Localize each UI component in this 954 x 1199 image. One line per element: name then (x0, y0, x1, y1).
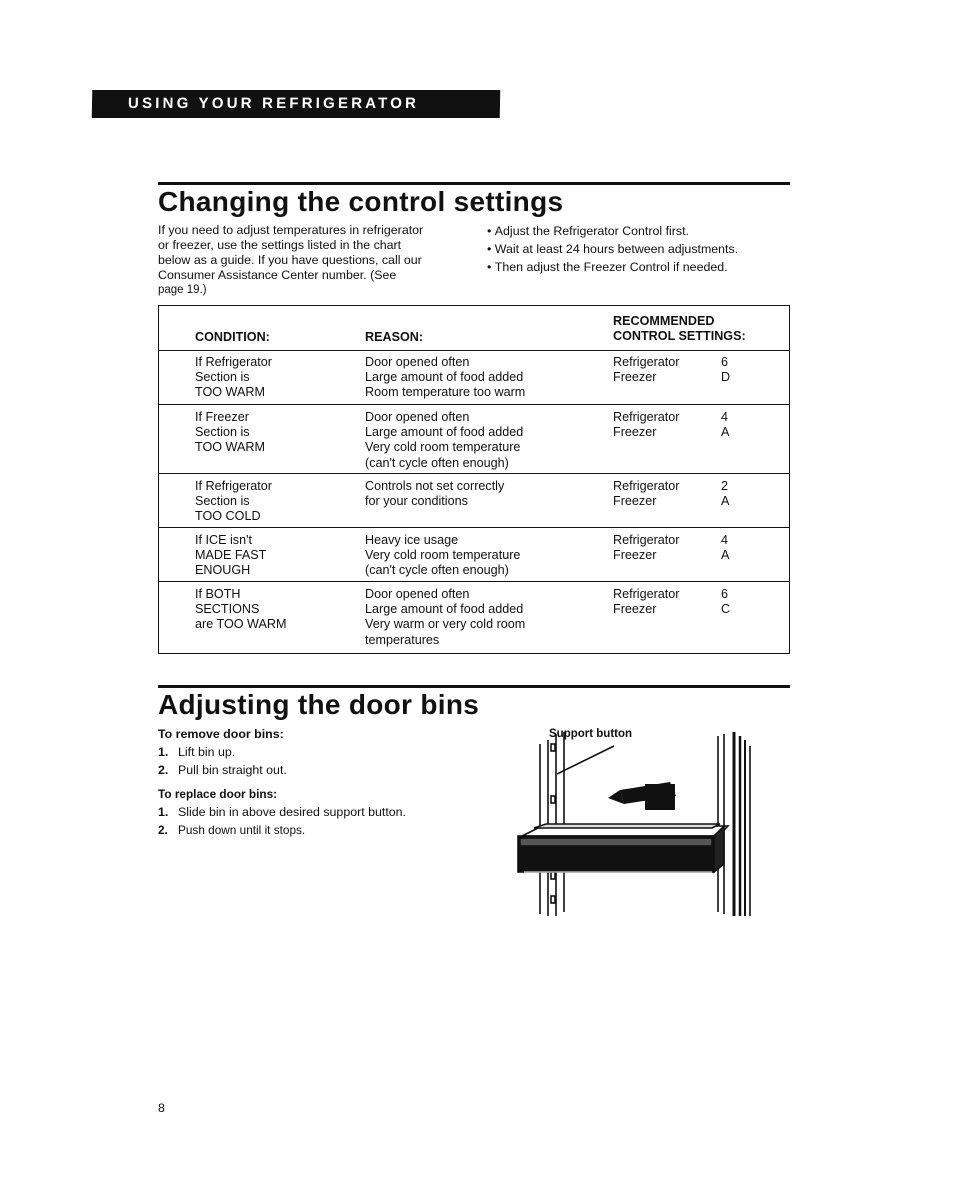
table-row (159, 474, 789, 528)
reason-line: Heavy ice usage (365, 533, 459, 547)
settings-label-cell (613, 587, 713, 617)
reason-cell (365, 355, 605, 401)
table-row (159, 528, 789, 582)
condition-line: If Freezer (195, 410, 249, 424)
refrigerator-value: 6 (721, 587, 729, 601)
reason-line: Large amount of food added (365, 425, 524, 440)
reason-cell (365, 533, 605, 579)
intro-line: If you need to adjust temperatures in refrigerator (158, 223, 424, 237)
refrigerator-value: 4 (721, 410, 729, 424)
reason-line: (can't cycle often enough) (365, 563, 509, 578)
banner-text: USING YOUR REFRIGERATOR (127, 95, 420, 112)
condition-line: If BOTH (195, 587, 241, 601)
section-rule-top (158, 182, 790, 185)
settings-value-cell (721, 355, 741, 385)
reason-line: Door opened often (365, 355, 470, 369)
settings-value-cell (721, 533, 741, 563)
condition-line: TOO WARM (195, 385, 265, 400)
table-header (159, 306, 789, 351)
condition-line: ENOUGH (195, 563, 251, 578)
reason-line: (can't cycle often enough) (365, 455, 509, 470)
table-row (159, 405, 789, 474)
reason-cell (365, 410, 605, 471)
freezer-label: Freezer (613, 425, 657, 440)
header-condition: CONDITION: (195, 330, 270, 344)
reason-line: Very warm or very cold room (365, 617, 526, 632)
condition-line: If Refrigerator (195, 355, 272, 369)
intro-line: below as a guide. If you have questions, call our (158, 253, 422, 267)
refrigerator-value: 4 (721, 533, 729, 547)
reason-line: Very cold room temperature (365, 440, 521, 455)
freezer-label: Freezer (613, 548, 657, 563)
reason-line: Room temperature too warm (365, 385, 526, 400)
condition-cell (195, 479, 355, 525)
header-settings-line2: CONTROL SETTINGS: (613, 329, 746, 343)
remove-bins-heading: To remove door bins: (158, 727, 284, 741)
refrigerator-value: 6 (721, 355, 729, 369)
condition-cell (195, 533, 355, 579)
freezer-label: Freezer (613, 602, 657, 617)
step-number: 2. (158, 763, 169, 777)
remove-steps (158, 743, 287, 779)
step-number: 1. (158, 745, 169, 759)
settings-label-cell (613, 410, 713, 440)
reason-line: Door opened often (365, 587, 470, 601)
replace-bins-heading: To replace door bins: (158, 787, 278, 801)
freezer-value: D (721, 370, 731, 385)
reason-line: for your conditions (365, 494, 468, 509)
settings-label-cell (613, 533, 713, 563)
freezer-label: Freezer (613, 370, 657, 385)
step-text: Push down until it stops. (178, 823, 306, 837)
list-item (158, 803, 406, 821)
reason-line: Controls not set correctly (365, 479, 505, 493)
freezer-value: C (721, 602, 731, 617)
section-rule-bins (158, 685, 790, 688)
bullet-item: • Adjust the Refrigerator Control first. (487, 222, 787, 240)
intro-line: or freezer, use the settings listed in the chart (158, 238, 402, 252)
condition-line: If ICE isn't (195, 533, 252, 547)
support-button-label: Support button (549, 728, 633, 740)
freezer-value: A (721, 494, 730, 509)
condition-line: SECTIONS (195, 602, 260, 617)
reason-line: temperatures (365, 632, 440, 647)
condition-line: Section is (195, 370, 250, 385)
list-item (158, 743, 287, 761)
control-settings-table (158, 305, 790, 654)
refrigerator-label: Refrigerator (613, 355, 680, 369)
step-text: Slide bin in above desired support button. (178, 805, 407, 819)
step-number: 1. (158, 805, 169, 819)
refrigerator-label: Refrigerator (613, 479, 680, 493)
reason-line: Large amount of food added (365, 602, 524, 617)
condition-cell (195, 410, 355, 456)
header-reason: REASON: (365, 330, 424, 344)
condition-line: are TOO WARM (195, 617, 287, 632)
table-row (159, 350, 789, 405)
condition-line: MADE FAST (195, 548, 267, 563)
refrigerator-label: Refrigerator (613, 587, 680, 601)
freezer-value: A (721, 425, 730, 440)
refrigerator-label: Refrigerator (613, 533, 680, 547)
condition-line: TOO COLD (195, 509, 261, 524)
reason-line: Very cold room temperature (365, 548, 521, 563)
door-bin-illustration (512, 726, 762, 921)
reason-cell (365, 479, 605, 509)
freezer-label: Freezer (613, 494, 657, 509)
settings-label-cell (613, 479, 713, 509)
settings-value-cell (721, 587, 741, 617)
door-bins-title: Adjusting the door bins (158, 689, 480, 720)
settings-value-cell (721, 410, 741, 440)
control-settings-title: Changing the control settings (158, 186, 564, 217)
refrigerator-label: Refrigerator (613, 410, 680, 424)
condition-cell (195, 587, 355, 633)
freezer-value: A (721, 548, 730, 563)
condition-line: Section is (195, 494, 250, 509)
list-item (158, 821, 406, 839)
condition-cell (195, 355, 355, 401)
header-settings-line1: RECOMMENDED (613, 314, 715, 328)
reason-line: Door opened often (365, 410, 470, 424)
adjustment-bullets (487, 222, 787, 276)
intro-paragraph (158, 223, 463, 298)
table-row (159, 582, 789, 652)
reason-line: Large amount of food added (365, 370, 524, 385)
step-number: 2. (158, 823, 168, 837)
intro-line: Consumer Assistance Center number. (See (158, 268, 397, 282)
replace-steps (158, 803, 406, 839)
condition-line: Section is (195, 425, 250, 440)
condition-line: TOO WARM (195, 440, 265, 455)
list-item (158, 761, 287, 779)
settings-value-cell (721, 479, 741, 509)
bullet-item: • Then adjust the Freezer Control if needed. (487, 258, 787, 276)
bullet-item: • Wait at least 24 hours between adjustments. (487, 240, 787, 258)
step-text: Pull bin straight out. (178, 763, 287, 777)
section-banner (92, 90, 500, 118)
page-number: 8 (158, 1101, 165, 1115)
reason-cell (365, 587, 605, 648)
step-text: Lift bin up. (178, 745, 236, 759)
settings-label-cell (613, 355, 713, 385)
condition-line: If Refrigerator (195, 479, 272, 493)
intro-line: page 19.) (158, 284, 207, 296)
refrigerator-value: 2 (721, 479, 729, 493)
